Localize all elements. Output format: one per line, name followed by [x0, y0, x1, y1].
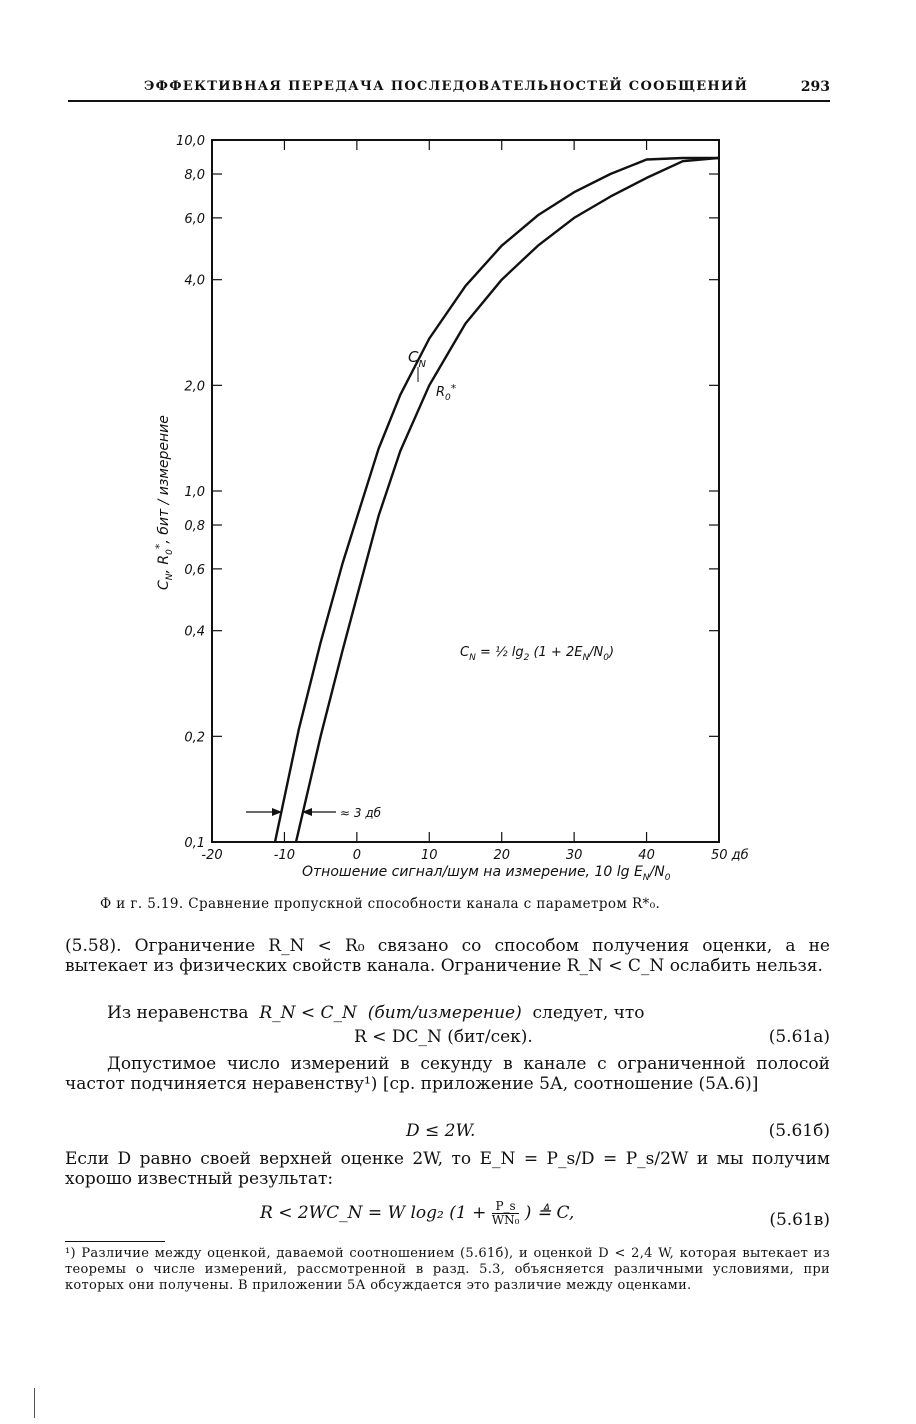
- y-axis-label: $C_N$, $R_0^*$, бит / измерение: [153, 415, 175, 590]
- page-number: 293: [800, 79, 830, 95]
- series-group: [275, 158, 718, 842]
- p2-unit: (бит/измерение): [367, 1003, 522, 1023]
- p2-lead: Из неравенства: [107, 1003, 249, 1023]
- series-line-cn: [275, 158, 718, 842]
- equation-5-61b: D ≤ 2W.: [406, 1121, 476, 1141]
- y-tick-label: 0,2: [184, 730, 205, 746]
- equation-5-61c-number: (5.61в): [769, 1210, 830, 1230]
- paragraph-2: [65, 1003, 830, 1023]
- x-tick-label: 10: [421, 848, 438, 863]
- paragraph-4: Если D равно своей верхней оценке 2W, то E_N = P_s/D = P_s/2W и мы получим хорошо известный результат:: [65, 1149, 830, 1189]
- eq-c-denominator: WN₀: [491, 1213, 520, 1227]
- label-cn: $C_N$: [408, 348, 426, 370]
- y-tick-label: 0,6: [184, 562, 205, 578]
- x-tick-label: 0: [352, 848, 361, 863]
- eq-c-rhs: ) ≜ C,: [524, 1203, 575, 1223]
- equation-5-61a-number: (5.61а): [768, 1027, 830, 1047]
- x-tick-label: -20: [201, 848, 223, 863]
- equation-5-61c: [260, 1200, 574, 1227]
- x-tick-label: -10: [273, 848, 296, 863]
- gap-label: ≈ 3 дб: [340, 806, 382, 820]
- x-tick-label: 20: [493, 848, 510, 863]
- x-tick-label: 30: [565, 848, 583, 863]
- label-r0: $R_0^*$: [436, 382, 457, 403]
- eq-c-lhs: R < 2WC_N = W log₂ (1 +: [260, 1203, 487, 1223]
- p2-tail: следует, что: [532, 1003, 645, 1023]
- x-axis: [201, 140, 748, 863]
- y-tick-label: 4,0: [184, 273, 205, 289]
- running-title: ЭФФЕКТИВНАЯ ПЕРЕДАЧА ПОСЛЕДОВАТЕЛЬНОСТЕЙ СООБЩЕНИЙ: [144, 79, 749, 94]
- x-tick-label: 50 дб: [711, 848, 749, 863]
- p2-inequality: R_N < C_N: [259, 1003, 357, 1023]
- footnote-rule: [65, 1241, 165, 1242]
- x-tick-label: 40: [638, 848, 655, 863]
- y-tick-label: 8,0: [184, 168, 205, 184]
- paragraph-1: (5.58). Ограничение R_N < R₀ связано со способом получения оценки, а не вытекает из физических свойств канала. Ограничение R_N < C_N ослабить нельзя.: [65, 936, 830, 976]
- eq-c-numerator: P_s: [492, 1200, 520, 1214]
- figure-caption: Ф и г. 5.19. Сравнение пропускной способности канала с параметром R*₀.: [100, 896, 661, 912]
- eq-c-fraction: [492, 1200, 520, 1227]
- footnote: ¹) Различие между оценкой, даваемой соотношением (5.61б), и оценкой D < 2,4 W, которая вытекает из теоремы о числе измерений, рассмотренной в разд. 5.3, объясняется различными условиями, при которых они получены. В приложении 5А обсуждается это различие между оценками.: [65, 1246, 830, 1293]
- y-axis: [176, 134, 719, 851]
- y-tick-label: 1,0: [184, 485, 205, 500]
- formula-label: $C_N$ = ½ $\lg_2 (1 + 2E_N/N_0)$: [460, 645, 615, 663]
- plot-frame: [212, 140, 719, 842]
- equation-5-61a: R < DC_N (бит/сек).: [354, 1027, 533, 1047]
- x-axis-label: Отношение сигнал/шум на измерение, 10 $\lg E_N/N_0$: [302, 864, 671, 883]
- y-tick-label: 0,8: [184, 519, 205, 535]
- margin-mark: [34, 1388, 35, 1418]
- y-tick-label: 2,0: [184, 379, 205, 395]
- y-tick-label: 0,4: [184, 624, 205, 640]
- y-tick-label: 0,1: [184, 836, 205, 851]
- paragraph-3: Допустимое число измерений в секунду в канале с ограниченной полосой частот подчиняется неравенству¹) [ср. приложение 5А, соотношение (5А.6)]: [65, 1054, 830, 1094]
- y-tick-label: 6,0: [184, 211, 205, 227]
- series-line-r0: [296, 158, 718, 842]
- gap-marker: [246, 806, 382, 820]
- y-tick-label: 10,0: [176, 134, 205, 149]
- equation-5-61b-number: (5.61б): [768, 1121, 830, 1141]
